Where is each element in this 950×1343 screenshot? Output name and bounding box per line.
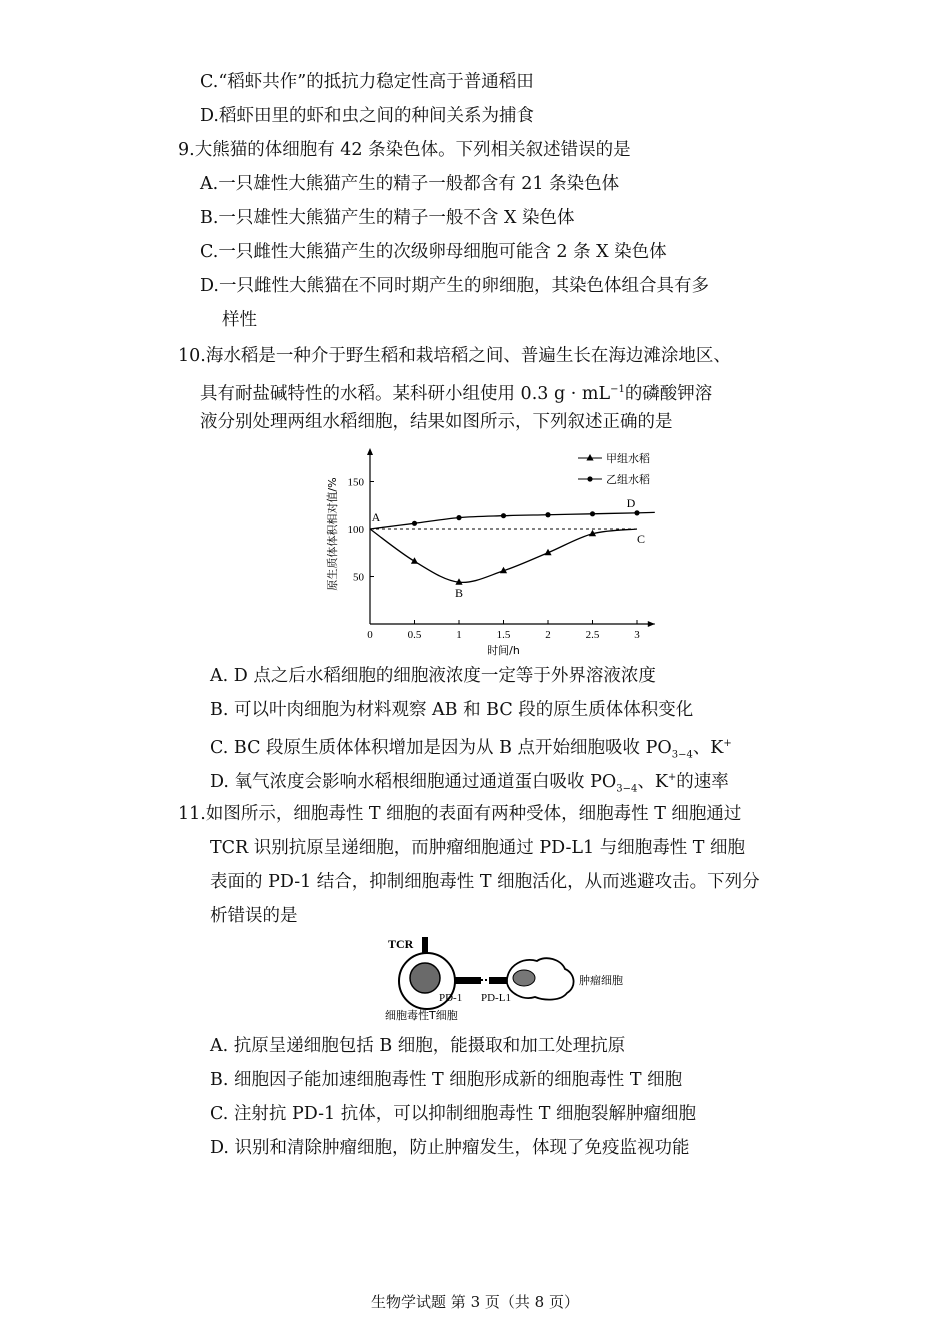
q10-unit-exponent: −1 [610, 384, 625, 395]
data-point-circle [590, 511, 595, 516]
point-label-a: A [371, 510, 381, 524]
q9-option-b: B.一只雄性大熊猫产生的精子一般不含 X 染色体 [200, 208, 575, 228]
pd1-receptor [455, 977, 481, 984]
page-footer: 生物学试题 第 3 页（共 8 页） [371, 1293, 579, 1311]
q9-option-d-line1: D.一只雌性大熊猫在不同时期产生的卵细胞，其染色体组合具有多 [200, 276, 709, 296]
point-label-d: D [626, 495, 636, 510]
q11-option-b: B. 细胞因子能加速细胞毒性 T 细胞形成新的细胞毒性 T 细胞 [210, 1070, 683, 1090]
q9-option-a: A.一只雄性大熊猫产生的精子一般都含有 21 条染色体 [200, 174, 620, 194]
q10-stem-line2-end: 的磷酸钾溶 [624, 383, 713, 404]
pdl1-ligand [489, 977, 507, 984]
tcr-receptor [422, 937, 428, 953]
q10-option-a: A. D 点之后水稻细胞的细胞液浓度一定等于外界溶液浓度 [210, 666, 656, 686]
q9-option-d-line2: 样性 [222, 310, 257, 330]
tumor-cell-nucleus [513, 970, 535, 986]
y-tick-label: 50 [353, 571, 364, 584]
y-tick-label: 100 [347, 524, 364, 536]
pdl1-label: PD-L1 [481, 992, 511, 1004]
tcr-label: TCR [388, 937, 414, 951]
t-cell-label: 细胞毒性T细胞 [385, 1009, 458, 1022]
x-tick-label: 2 [545, 629, 551, 641]
q10-stem-line3: 液分别处理两组水稻细胞，结果如图所示，下列叙述正确的是 [200, 412, 673, 432]
series-line-group-jia [370, 529, 637, 582]
x-tick-label: 3 [634, 629, 640, 641]
q10-option-d-text: D. 氧气浓度会影响水稻根细胞通过通道蛋白吸收 PO [210, 771, 617, 792]
q10-stem-line2-text: 具有耐盐碱特性的水稻。某科研小组使用 0.3 g · mL [200, 383, 611, 404]
q10-stem-line2 [200, 378, 712, 406]
legend-marker-yi [587, 476, 592, 481]
y-axis-arrow [367, 448, 373, 455]
q11-stem-line1: 11.如图所示，细胞毒性 T 细胞的表面有两种受体，细胞毒性 T 细胞通过 [178, 804, 742, 824]
q8-option-d: D.稻虾田里的虾和虫之间的种间关系为捕食 [200, 106, 534, 126]
q11-stem-line4: 析错误的是 [210, 906, 298, 926]
legend-marker-jia [586, 454, 593, 461]
q11-option-a: A. 抗原呈递细胞包括 B 细胞，能摄取和加工处理抗原 [210, 1036, 626, 1056]
x-tick-label: 1.5 [496, 629, 511, 641]
x-tick-label: 1 [456, 629, 462, 641]
legend-label-yi: 乙组水稻 [606, 473, 650, 486]
q11-stem-line2: TCR 识别抗原呈递细胞，而肿瘤细胞通过 PD-L1 与细胞毒性 T 细胞 [210, 838, 746, 858]
series-line-group-yi [370, 512, 655, 529]
data-point-triangle [411, 557, 418, 564]
potassium-charge: + [667, 772, 677, 783]
q11-option-c: C. 注射抗 PD-1 抗体，可以抑制细胞毒性 T 细胞裂解肿瘤细胞 [210, 1104, 696, 1124]
q11-option-d: D. 识别和清除肿瘤细胞，防止肿瘤发生，体现了免疫监视功能 [210, 1138, 690, 1158]
y-tick-label: 150 [347, 476, 364, 489]
q8-option-c: C.“稻虾共作”的抵抗力稳定性高于普通稻田 [200, 72, 534, 92]
x-axis-arrow [648, 621, 655, 627]
y-axis-label: 原生质体体积相对值/% [326, 477, 339, 591]
x-tick-label: 2.5 [585, 629, 600, 641]
legend-label-jia: 甲组水稻 [606, 452, 650, 465]
x-tick-label: 0 [367, 629, 373, 641]
x-axis-label: 时间/h [487, 644, 520, 657]
data-point-circle [545, 512, 550, 517]
point-label-c: C [636, 532, 646, 546]
t-cell-nucleus [410, 963, 440, 993]
point-label-b: B [454, 586, 464, 601]
data-point-circle [634, 510, 639, 515]
q10-option-c-text: C. BC 段原生质体体积增加是因为从 B 点开始细胞吸收 PO [210, 737, 672, 758]
phosphate-charge: 3−4 [671, 749, 693, 761]
potassium-charge: + [723, 738, 732, 749]
q10-option-d-k: 、K [637, 771, 668, 792]
data-point-circle [412, 521, 417, 526]
chart-svg [322, 444, 682, 658]
q10-option-b: B. 可以叶肉细胞为材料观察 AB 和 BC 段的原生质体体积变化 [210, 700, 694, 720]
data-point-circle [456, 515, 461, 520]
q11-stem-line3: 表面的 PD-1 结合，抑制细胞毒性 T 细胞活化，从而逃避攻击。下列分 [210, 872, 760, 892]
q10-option-d [210, 766, 729, 801]
q10-stem-line1: 10.海水稻是一种介于野生稻和栽培稻之间、普遍生长在海边滩涂地区、 [178, 346, 731, 366]
x-tick-label: 0.5 [407, 629, 422, 641]
q10-option-c-k: 、K [692, 737, 724, 758]
phosphate-charge: 3−4 [616, 783, 638, 795]
q9-option-c: C.一只雌性大熊猫产生的次级卵母细胞可能含 2 条 X 染色体 [200, 242, 667, 262]
diagram-svg [385, 935, 625, 1027]
q10-option-c [210, 732, 732, 767]
q10-option-d-end: 的速率 [676, 771, 729, 792]
immune-cell-diagram [385, 935, 625, 1031]
protoplast-volume-chart [322, 444, 682, 662]
q9-stem: 9.大熊猫的体细胞有 42 条染色体。下列相关叙述错误的是 [178, 140, 631, 160]
pd1-label: PD-1 [439, 992, 463, 1004]
tumor-cell-label: 肿瘤细胞 [579, 974, 623, 987]
data-point-circle [501, 513, 506, 518]
